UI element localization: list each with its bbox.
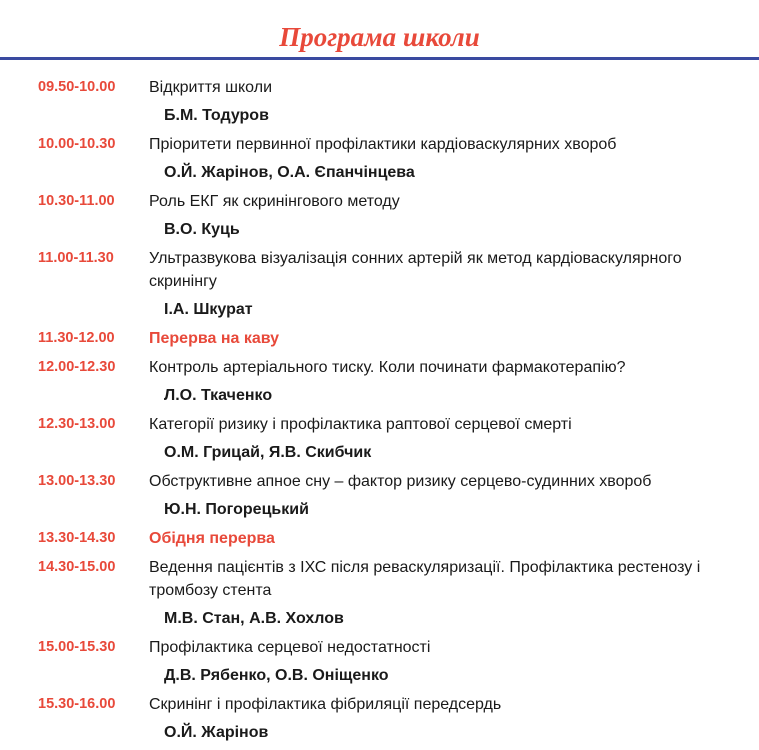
session-topic: Ультразвукова візуалізація сонних артерій як метод кардіоваскулярного скринінгу <box>149 250 682 290</box>
schedule-row <box>0 190 759 213</box>
schedule-row <box>0 556 759 602</box>
schedule-row <box>0 76 759 99</box>
schedule-row <box>0 327 759 350</box>
schedule-item <box>0 190 759 247</box>
schedule-row <box>0 247 759 293</box>
session-speakers: В.О. Куць <box>164 221 240 238</box>
session-speakers: Ю.Н. Погорецький <box>164 501 309 518</box>
schedule-row <box>0 527 759 550</box>
program-schedule <box>0 76 759 750</box>
break-label: Обідня перерва <box>149 530 275 547</box>
schedule-row <box>0 470 759 493</box>
schedule-item <box>0 556 759 636</box>
page-title: Програма школи <box>279 22 480 52</box>
session-topic: Категорії ризику і профілактика раптової серцевої смерті <box>149 416 572 433</box>
schedule-break <box>0 327 759 356</box>
schedule-row <box>0 693 759 716</box>
session-speakers: М.В. Стан, А.В. Хохлов <box>164 610 344 627</box>
session-topic: Ведення пацієнтів з ІХС після реваскуляризації. Профілактика рестенозу і тромбозу стента <box>149 559 701 599</box>
session-time: 13.30-14.30 <box>38 530 116 546</box>
schedule-item <box>0 356 759 413</box>
session-speakers: О.Й. Жарінов <box>164 724 269 741</box>
session-time: 10.00-10.30 <box>38 136 116 152</box>
schedule-item <box>0 76 759 133</box>
schedule-row <box>0 636 759 659</box>
schedule-item <box>0 636 759 693</box>
schedule-row <box>0 356 759 379</box>
session-time: 12.00-12.30 <box>38 359 116 375</box>
session-speakers: Л.О. Ткаченко <box>164 387 273 404</box>
session-time: 09.50-10.00 <box>38 79 116 95</box>
session-time: 10.30-11.00 <box>38 193 115 209</box>
schedule-row <box>0 133 759 156</box>
schedule-break <box>0 527 759 556</box>
session-topic: Роль ЕКГ як скринінгового методу <box>149 193 400 210</box>
schedule-item <box>0 247 759 327</box>
session-time: 11.00-11.30 <box>38 250 114 266</box>
session-speakers: О.М. Грицай, Я.В. Скибчик <box>164 444 372 461</box>
session-topic: Обструктивне апное сну – фактор ризику серцево-судинних хвороб <box>149 473 652 490</box>
session-time: 13.00-13.30 <box>38 473 116 489</box>
schedule-item <box>0 693 759 750</box>
session-time: 14.30-15.00 <box>38 559 116 575</box>
session-time: 15.00-15.30 <box>38 639 116 655</box>
row-spacer <box>0 744 759 750</box>
session-speakers: І.А. Шкурат <box>164 301 253 318</box>
schedule-item <box>0 133 759 190</box>
session-topic: Відкриття школи <box>149 79 272 96</box>
schedule-item <box>0 413 759 470</box>
title-divider <box>0 57 759 60</box>
session-time: 12.30-13.00 <box>38 416 116 432</box>
schedule-item <box>0 470 759 527</box>
session-topic: Пріоритети первинної профілактики кардіоваскулярних хвороб <box>149 136 617 153</box>
break-label: Перерва на каву <box>149 330 280 347</box>
session-speakers: О.Й. Жарінов, О.А. Єпанчінцева <box>164 164 415 181</box>
session-time: 15.30-16.00 <box>38 696 116 712</box>
session-speakers: Б.М. Тодуров <box>164 107 269 124</box>
session-topic: Скринінг і профілактика фібриляції передсердь <box>149 696 502 713</box>
session-time: 11.30-12.00 <box>38 330 115 346</box>
session-topic: Профілактика серцевої недостатності <box>149 639 431 656</box>
schedule-row <box>0 413 759 436</box>
session-speakers: Д.В. Рябенко, О.В. Оніщенко <box>164 667 389 684</box>
session-topic: Контроль артеріального тиску. Коли починати фармакотерапію? <box>149 359 626 376</box>
